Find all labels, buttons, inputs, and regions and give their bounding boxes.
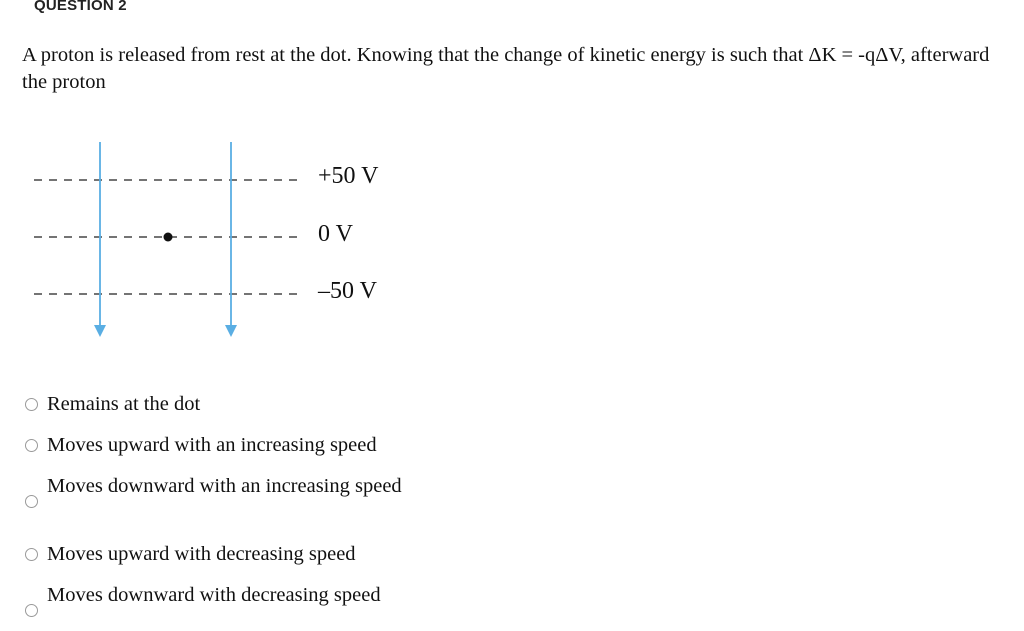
radio-button[interactable] xyxy=(25,439,38,452)
potential-label-bottom: –50 V xyxy=(318,278,377,304)
potential-label-middle: 0 V xyxy=(318,221,353,247)
radio-button[interactable] xyxy=(25,604,38,617)
radio-button[interactable] xyxy=(25,398,38,411)
radio-button[interactable] xyxy=(25,495,38,508)
option-label: Moves upward with decreasing speed xyxy=(47,543,356,565)
option-label: Remains at the dot xyxy=(47,393,201,415)
potential-label-top: +50 V xyxy=(318,163,379,189)
option-label: Moves downward with decreasing speed xyxy=(47,584,381,606)
option-label: Moves upward with an increasing speed xyxy=(47,434,377,456)
option-label: Moves downward with an increasing speed xyxy=(47,475,402,497)
radio-button[interactable] xyxy=(25,548,38,561)
question-text: A proton is released from rest at the dot. Knowing that the change of kinetic energy is such that ΔK = -qΔV, afterward the proton xyxy=(22,44,990,93)
question-title: QUESTION 2 xyxy=(34,0,127,14)
